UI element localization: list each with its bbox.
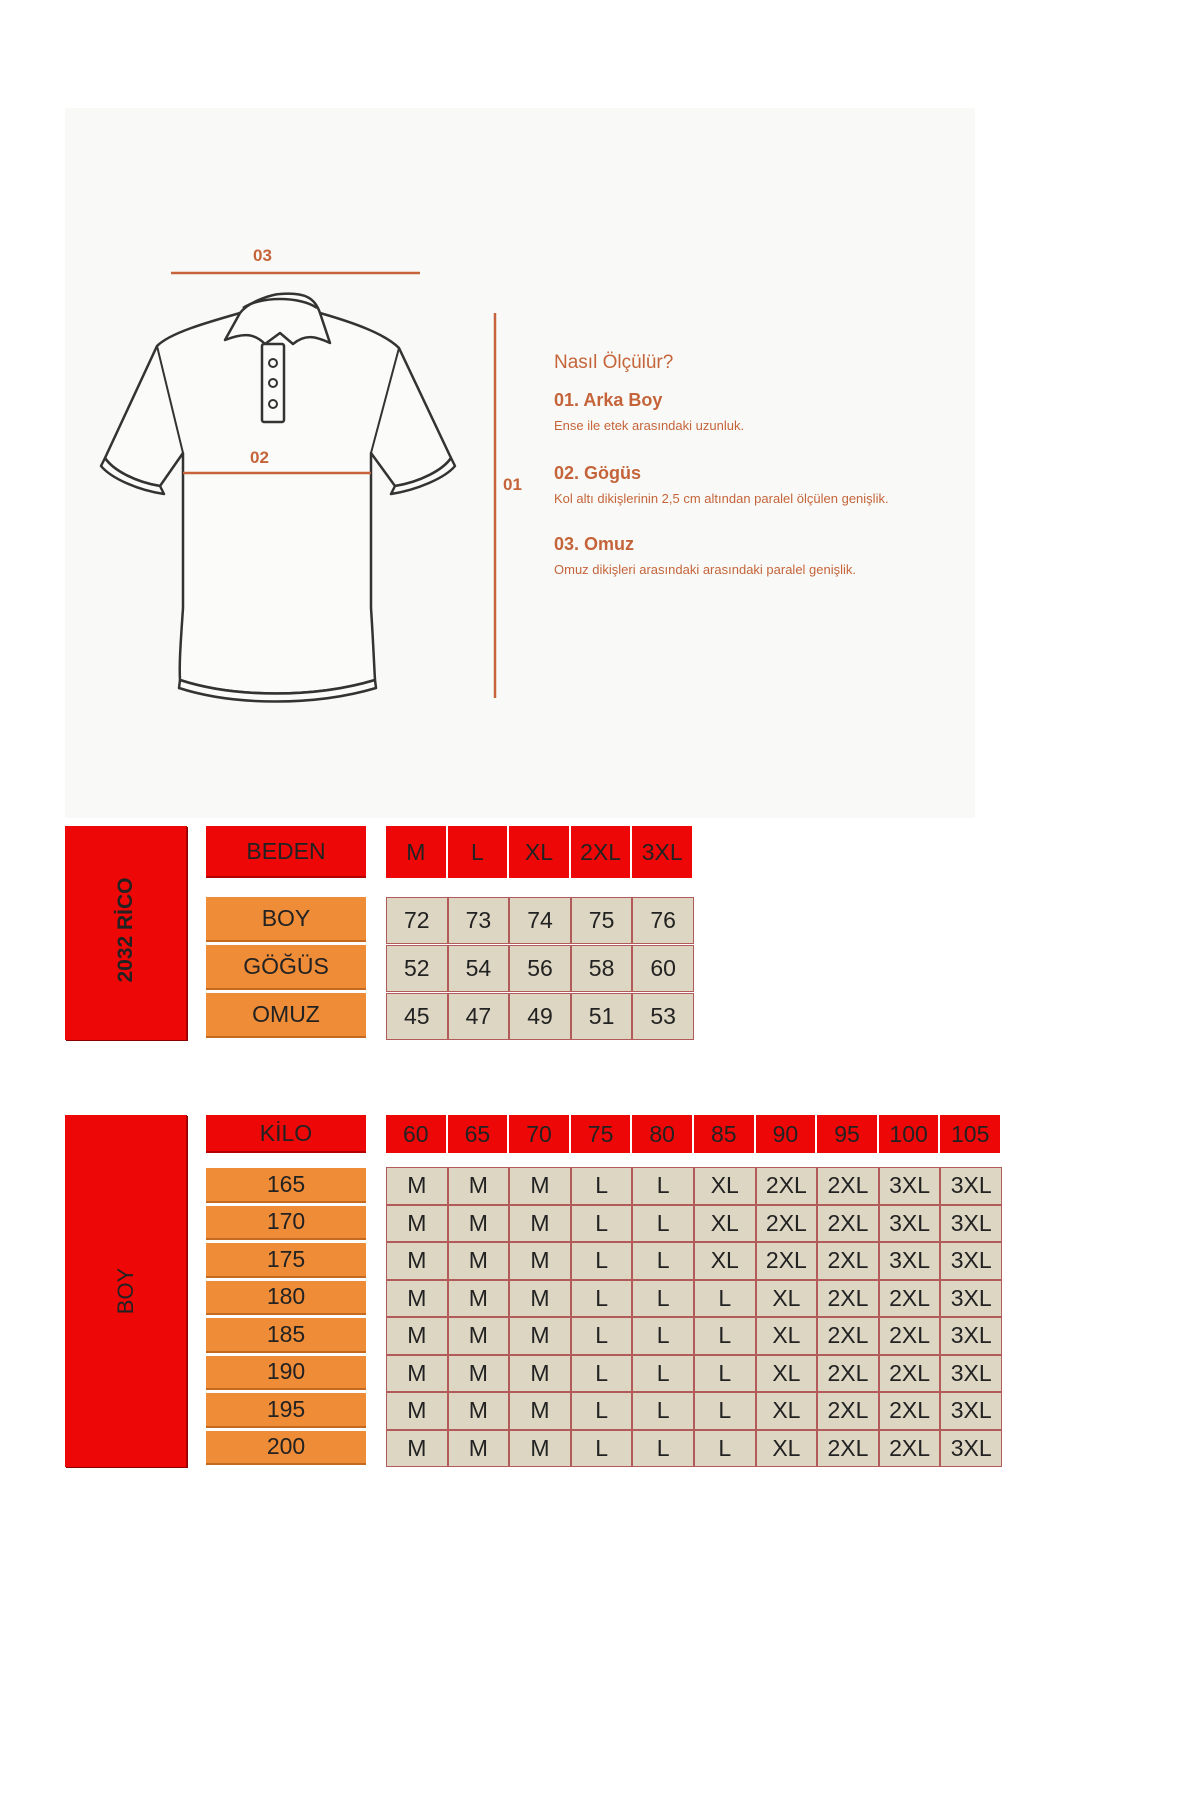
polo-shirt-diagram (65, 108, 975, 818)
fit-size-cell: XL (756, 1430, 818, 1468)
size-header-cell: XL (509, 826, 571, 878)
fit-size-cell: XL (694, 1205, 756, 1243)
height-row-label: 185 (206, 1318, 366, 1353)
fit-size-cell: M (386, 1242, 448, 1280)
weight-header-cell: 75 (571, 1115, 633, 1153)
fit-size-cell: L (571, 1317, 633, 1355)
fit-size-cell: M (509, 1355, 571, 1393)
fit-table-side-label: BOY (113, 1267, 138, 1315)
fit-size-cell: M (386, 1392, 448, 1430)
fit-size-cell: M (448, 1430, 510, 1468)
fit-size-cell: 2XL (817, 1355, 879, 1393)
fit-size-cell: XL (756, 1317, 818, 1355)
guide-heading-back-length: 01. Arka Boy (554, 390, 663, 410)
weight-header-cell: 85 (694, 1115, 756, 1153)
fit-size-cell: L (694, 1430, 756, 1468)
size-header-cell: 3XL (632, 826, 694, 878)
fit-size-cell: 2XL (817, 1280, 879, 1318)
chest-label: 02 (250, 448, 269, 467)
fit-size-cell: 3XL (879, 1242, 941, 1280)
weight-header-cell: 65 (448, 1115, 510, 1153)
weight-header-cell: 100 (879, 1115, 941, 1153)
fit-size-cell: 2XL (879, 1430, 941, 1468)
button-icons (269, 359, 277, 408)
weight-header-cell: 80 (632, 1115, 694, 1153)
size-value-cell: 47 (448, 993, 510, 1040)
fit-size-cell: M (448, 1280, 510, 1318)
size-value-cell: 60 (632, 945, 694, 992)
size-value-cell: 51 (571, 993, 633, 1040)
fit-size-cell: M (386, 1205, 448, 1243)
weight-header-cell: 70 (509, 1115, 571, 1153)
fit-size-cell: L (632, 1242, 694, 1280)
fit-size-cell: 2XL (879, 1280, 941, 1318)
fit-size-cell: 2XL (817, 1392, 879, 1430)
fit-size-cell: 3XL (940, 1205, 1002, 1243)
height-row-label: 170 (206, 1206, 366, 1241)
fit-size-cell: L (571, 1355, 633, 1393)
fit-size-cell: M (509, 1167, 571, 1205)
size-value-cell: 45 (386, 993, 448, 1040)
guide-heading-chest: 02. Gögüs (554, 463, 642, 483)
fit-size-cell: 3XL (879, 1167, 941, 1205)
fit-size-cell: M (509, 1392, 571, 1430)
fit-size-cell: M (386, 1167, 448, 1205)
fit-size-cell: 2XL (879, 1317, 941, 1355)
size-value-cell: 52 (386, 945, 448, 992)
fit-size-cell: L (694, 1355, 756, 1393)
size-value-cell: 53 (632, 993, 694, 1040)
fit-size-cell: M (448, 1205, 510, 1243)
fit-size-cell: L (694, 1280, 756, 1318)
fit-size-cell: XL (756, 1355, 818, 1393)
fit-size-cell: 2XL (817, 1430, 879, 1468)
fit-size-cell: L (632, 1280, 694, 1318)
size-value-cell: 56 (509, 945, 571, 992)
fit-size-cell: 3XL (940, 1430, 1002, 1468)
fit-size-cell: M (448, 1317, 510, 1355)
fit-size-cell: L (571, 1167, 633, 1205)
size-value-cell: 75 (571, 897, 633, 944)
fit-table-header-label: KİLO (206, 1115, 366, 1153)
fit-size-cell: 2XL (817, 1317, 879, 1355)
size-table-header-label: BEDEN (206, 826, 366, 878)
fit-size-cell: 2XL (817, 1242, 879, 1280)
fit-size-cell: M (509, 1280, 571, 1318)
height-row-label: 180 (206, 1281, 366, 1316)
fit-size-cell: M (386, 1280, 448, 1318)
fit-size-cell: 2XL (756, 1167, 818, 1205)
length-label: 01 (503, 475, 522, 494)
fit-size-cell: M (448, 1167, 510, 1205)
size-value-cell: 58 (571, 945, 633, 992)
height-row-label: 200 (206, 1431, 366, 1466)
fit-size-cell: 3XL (879, 1205, 941, 1243)
fit-size-cell: M (386, 1317, 448, 1355)
fit-size-cell: L (632, 1392, 694, 1430)
fit-size-cell: L (571, 1392, 633, 1430)
fit-size-cell: 3XL (940, 1167, 1002, 1205)
fit-size-cell: L (632, 1205, 694, 1243)
fit-size-cell: M (448, 1242, 510, 1280)
fit-size-cell: L (632, 1355, 694, 1393)
fit-size-cell: 3XL (940, 1242, 1002, 1280)
fit-size-cell: XL (694, 1167, 756, 1205)
height-row-label: 165 (206, 1168, 366, 1203)
size-value-cell: 73 (448, 897, 510, 944)
fit-size-cell: 2XL (756, 1242, 818, 1280)
fit-size-cell: L (632, 1167, 694, 1205)
guide-desc-shoulder: Omuz dikişleri arasındaki arasındaki paralel genişlik. (554, 562, 857, 577)
fit-size-cell: L (571, 1280, 633, 1318)
fit-size-cell: 2XL (817, 1167, 879, 1205)
fit-size-cell: 3XL (940, 1317, 1002, 1355)
size-table-side-label: 2032 RİCO (114, 877, 137, 983)
fit-size-cell: 2XL (817, 1205, 879, 1243)
height-row-label: 190 (206, 1356, 366, 1391)
fit-size-cell: L (571, 1205, 633, 1243)
size-value-cell: 76 (632, 897, 694, 944)
fit-size-cell: L (571, 1242, 633, 1280)
fit-size-cell: 2XL (879, 1392, 941, 1430)
shirt-outline-icon (101, 294, 455, 702)
fit-size-cell: M (509, 1205, 571, 1243)
shoulder-label: 03 (253, 246, 272, 265)
size-row-label: BOY (206, 897, 366, 942)
fit-size-cell: 3XL (940, 1355, 1002, 1393)
guide-desc-chest: Kol altı dikişlerinin 2,5 cm altından paralel ölçülen genişlik. (554, 491, 889, 506)
fit-size-cell: L (632, 1430, 694, 1468)
weight-header-cell: 60 (386, 1115, 448, 1153)
fit-size-cell: M (386, 1355, 448, 1393)
height-row-label: 195 (206, 1393, 366, 1428)
fit-size-cell: M (509, 1242, 571, 1280)
fit-size-cell: XL (756, 1280, 818, 1318)
size-value-cell: 49 (509, 993, 571, 1040)
size-header-cell: 2XL (571, 826, 633, 878)
fit-size-cell: L (632, 1317, 694, 1355)
fit-size-cell: 3XL (940, 1280, 1002, 1318)
size-value-cell: 54 (448, 945, 510, 992)
guide-title: Nasıl Ölçülür? (554, 352, 674, 373)
fit-size-cell: L (571, 1430, 633, 1468)
fit-size-cell: L (694, 1317, 756, 1355)
fit-size-cell: M (386, 1430, 448, 1468)
fit-size-cell: XL (756, 1392, 818, 1430)
size-row-label: GÖĞÜS (206, 945, 366, 990)
fit-size-cell: XL (694, 1242, 756, 1280)
guide-desc-back-length: Ense ile etek arasındaki uzunluk. (554, 418, 745, 433)
fit-size-cell: 3XL (940, 1392, 1002, 1430)
size-value-cell: 72 (386, 897, 448, 944)
weight-header-cell: 95 (817, 1115, 879, 1153)
fit-size-cell: 2XL (756, 1205, 818, 1243)
height-row-label: 175 (206, 1243, 366, 1278)
weight-header-cell: 90 (756, 1115, 818, 1153)
fit-size-cell: M (509, 1430, 571, 1468)
guide-heading-shoulder: 03. Omuz (554, 534, 635, 554)
size-header-cell: L (448, 826, 510, 878)
size-row-label: OMUZ (206, 993, 366, 1038)
size-header-cell: M (386, 826, 448, 878)
fit-size-cell: L (694, 1392, 756, 1430)
fit-size-cell: M (448, 1392, 510, 1430)
fit-size-cell: M (509, 1317, 571, 1355)
measurement-guide-panel (65, 108, 975, 818)
weight-header-cell: 105 (940, 1115, 1002, 1153)
size-value-cell: 74 (509, 897, 571, 944)
fit-size-cell: 2XL (879, 1355, 941, 1393)
fit-size-cell: M (448, 1355, 510, 1393)
